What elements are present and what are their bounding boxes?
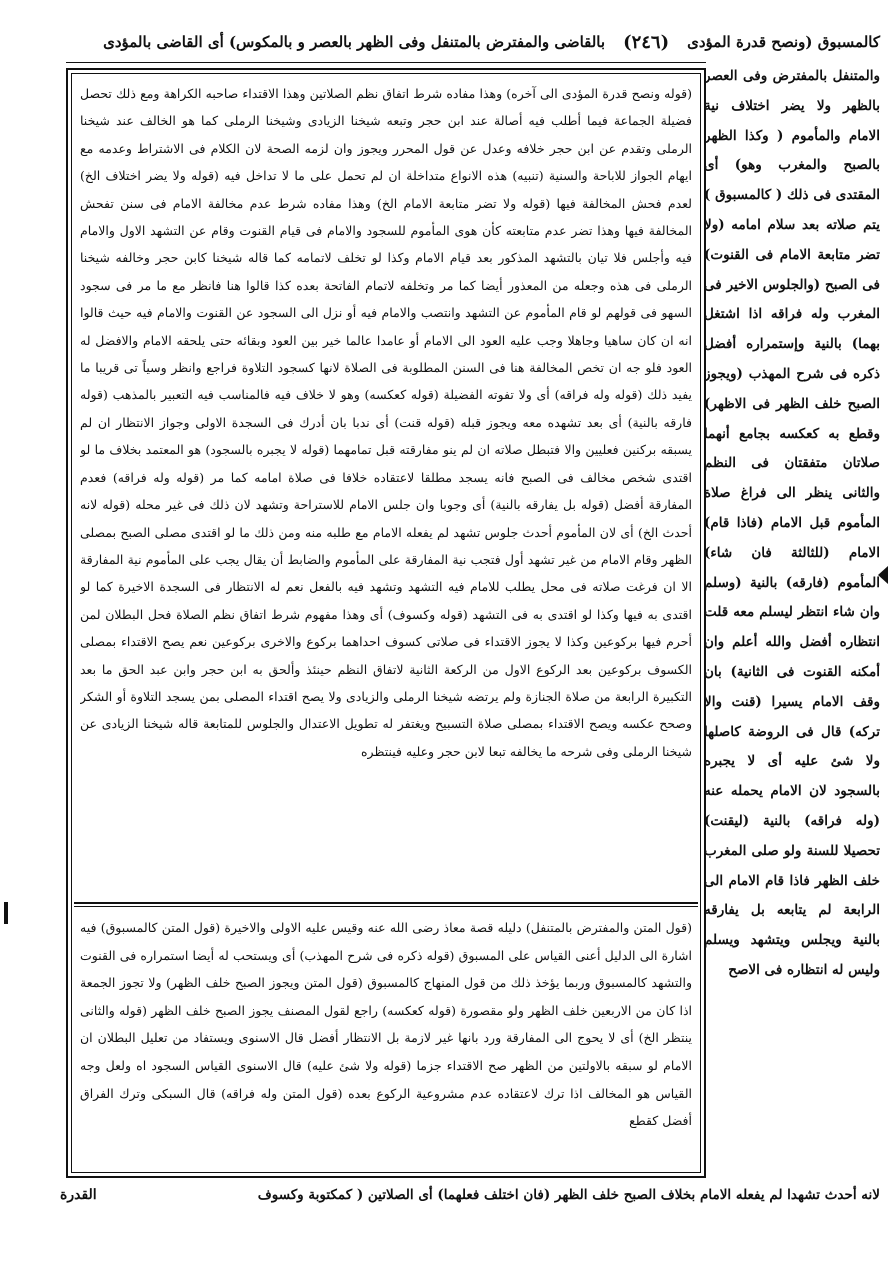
margin-text-column bbox=[704, 62, 880, 1174]
page-footer bbox=[60, 1180, 880, 1210]
lower-commentary-block bbox=[80, 914, 692, 1168]
footer-continuation-text: لانه أحدث تشهدا لم يفعله الامام بخلاف الصبح خلف الظهر (فان اختلف فعلهما) أى الصلاتين ( كمكتوبة وكسوف bbox=[257, 1187, 880, 1203]
section-divider-inner bbox=[74, 906, 698, 907]
scan-edge-mark-right bbox=[878, 566, 888, 584]
upper-commentary-text: (قوله ونصح قدرة المؤدى الى آخره) وهذا مفاده شرط اتفاق نظم الصلاتين وهذا الاقتداء صاحبه الكراهة ومع ذلك تحصل فضيلة الجماعة فيما أطلب فيه أصالة عند ابن حجر وتبعه شيخنا الزيادى وشيخنا الرملى كما هو الخالف عند شيخنا الرملى وتقدم عن ابن حجر خلافه وعدل عن قول المحرر ويجوز وان لزمه الصحة لان الكلام فى الاشتراط وعدمه مع ايهام الجواز للاباحة والسنية (تنبيه) هذه الانواع متداخلة ان لم تحمل على ما لا تداخل فيه (قوله ولا يضر اختلاف الخ) لعدم فحش المخالفة فيها (قوله ولا تضر متابعة الامام الخ) وهذا مفاده شرط عدم مخالفة الامام فى سنن تفحش المخالفة فيها وهذا تضر عدم متابعته كأن هوى المأموم للسجود والامام فى قيام القنوت وقام عن التشهد الاول والامام فيه وأجلس فلا تيان بالتشهد المذكور بعد قيام الامام وكذا لو تخلف لاتمامه كما قاله شيخنا كابن حجر وخالفه شيخنا الرملى فى هذه وجعله من المعذور أيضا كما مر وتخلفه لاتمام الفاتحة بعده كذا قالوا هنا فانظر مع ما مر فى سجود السهو فى قولهم لو قام المأموم عن التشهد وانتصب والامام فيه أو نزل الى السجود عن القنوت والامام فيه حيث قالوا انه ان كان ساهيا وجاهلا وجب عليه العود الى الامام أو عامدا عالما خير بين العود وبقائه حتى يلحقه الامام والافضل له العود فلو جه ان تخص المخالفة هنا فى السنن المطلوبة فى الصلاة لانها كسجود التلاوة فراجع وانظر وسياً تى قريبا ما يفيد ذلك (قوله وله فراقه) أى ولا تفوته الفضيلة (قوله كعكسه) وهو لا خلاف فيه فالمناسب فيه التعبير بالمذهب (قوله فارقه بالنية) أى بعد تشهده معه ويجوز قبله (قوله قنت) أى ندبا بان أدرك فى السجدة الاولى وجواز الانتظار ان لم يسبقه بركنين فعليين والا فتبطل صلاته ان لم ينو مفارقته قبل تمامهما (قوله لا يجبره بالسجود) هو المعتمد بخلاف ما لو اقتدى شخص مخالف فى الصبح فانه يسجد مطلقا لاعتقاده خلافا فى صلاة امامه كما مر (قوله وله فراقه) فعدم المفارقة أفضل (قوله بل يفارقه بالنية) أى وجوبا وان جلس الامام للاستراحة وتشهد لان ذلك فى غير محله (قوله لانه أحدث الخ) أى لان المأموم أحدث جلوس تشهد لم يفعله الامام مع طلبه منه ومن ذلك ما لو اقتدى مصلى الصبح بمصلى الظهر وقام الامام من غير تشهد أول فتجب نية المفارقة على المأموم والضابط أن يقال يجب على المأموم نية المفارقة الا ان فرغت صلاته فى محل يطلب للامام فيه التشهد وتشهد فيه بالفعل نعم له الانتظار فى السجدة الاخيرة كما لو اقتدى به فيها وكذا لو اقتدى به فى التشهد (قوله وكسوف) أى وهذا مفهوم شرط اتفاق نظم الصلاة فحل البطلان لمن أحرم فيها بركوعين وكذا لا يجوز الاقتداء فى صلاتى كسوف احداهما بركوع والاخرى بركوعين نعم يصح الاقتداء بمصلى الكسوف بركوعين بعد الركوع الاول من الركعة الثانية لاتفاق النظم حينئذ وألحق به ابن حجر وابن عبد الحق ما بعد التكبيرة الرابعة من صلاة الجنازة ولم يرتضه شيخنا الرملى والزيادى ولا يصح اقتداء المصلى بمن يسجد التلاوة أو الشكر وصحح عكسه ويصح الاقتداء بمصلى صلاة التسبيح ويغتفر له تطويل الاعتدال والجلوس للمتابعة قاله شيخنا الزيادى عن شيخنا الرملى وفى شرحه ما يخالفه تبعا لابن حجر وعليه فينتظره bbox=[80, 86, 692, 759]
header-rule bbox=[66, 62, 706, 63]
margin-text: والمتنفل بالمفترض وفى العصر بالظهر ولا يضر اختلاف نية الامام والمأموم ( وكذا الظهر بالصبح والمغرب وهو) أى المقتدى فى ذلك ( كالمسبوق ) يتم صلاته بعد سلام امامه (ولا تضر متابعة الامام فى القنوت) فى الصبح (والجلوس الاخير فى المغرب وله فراقه اذا اشتغل بهما) بالنية وإستمراره أفضل ذكره فى شرح المهذب (ويجوز الصبح خلف الظهر فى الاظهر) وقطع به كعكسه بجامع أنهما صلاتان متفقتان فى النظم والثانى ينظر الى فراغ صلاة المأموم قبل الامام (فاذا قام) الامام (للثالثة فان شاء) المأموم (فارقه) بالنية (وسلم وان شاء انتظر ليسلم معه قلت انتظاره أفضل والله أعلم وان أمكنه القنوت فى الثانية) بان وقف الامام يسيرا (قنت والا تركه) قال فى الروضة كاصلها ولا شئ عليه أى لا يجبره بالسجود لان الامام يحمله عنه (وله فراقه) بالنية (ليقنت) تحصيلا للسنة ولو صلى المغرب خلف الظهر فاذا قام الامام الى الرابعة لم يتابعه بل يفارقه بالنية ويجلس ويتشهد ويسلم وليس له انتظاره فى الاصح bbox=[704, 68, 880, 978]
section-divider bbox=[74, 902, 698, 904]
page-header bbox=[14, 22, 880, 62]
upper-commentary-block bbox=[80, 80, 692, 890]
scan-edge-mark-left bbox=[4, 902, 8, 924]
header-running-title-right: كالمسبوق (ونصح قدرة المؤدى bbox=[687, 33, 880, 51]
catchword: القدرة bbox=[60, 1187, 97, 1203]
lower-commentary-text: (قول المتن والمفترض بالمتنفل) دليله قصة معاذ رضى الله عنه وقيس عليه الاولى والاخيرة (قول المتن كالمسبوق) فيه اشارة الى الدليل أعنى القياس على المسبوق (قوله ذكره فى شرح المهذب) أى ويستحب له أيضا استمراره فى القنوت والتشهد كالمسبوق وربما يؤخذ ذلك من قول المنهاج كالمسبوق (قول المتن ويجوز الصبح خلف الظهر) ولا تجوز الجمعة اذا كان من الاربعين خلف الظهر ولو مقصورة (قوله كعكسه) راجع لقول المصنف يجوز الصبح خلف الظهر (قوله والثانى ينتظر الخ) أى لا يحوج الى المفارقة ورد بانها غير لازمة بل الانتظار أفضل قال الاسنوى ويستفاد من تعليل البطلان ان الامام لو سبقه بالاولتين من الظهر صح الاقتداء جزما (قوله ولا شئ عليه) قال الاسنوى القياس السجود اه ولعل وجه القياس هو المخالف اذا ترك لاعتقاده عدم مشروعية الركوع بعده (قول المتن وله فراقه) قال السبكى وترك الفراق أفضل كقطع bbox=[80, 920, 692, 1129]
header-running-title-left: بالقاضى والمفترض بالمتنفل وفى الظهر بالعصر و بالمكوس) أى القاضى بالمؤدى bbox=[103, 33, 606, 51]
commentary-frame bbox=[66, 68, 706, 1178]
page-number: (٢٤٦) bbox=[623, 31, 670, 53]
